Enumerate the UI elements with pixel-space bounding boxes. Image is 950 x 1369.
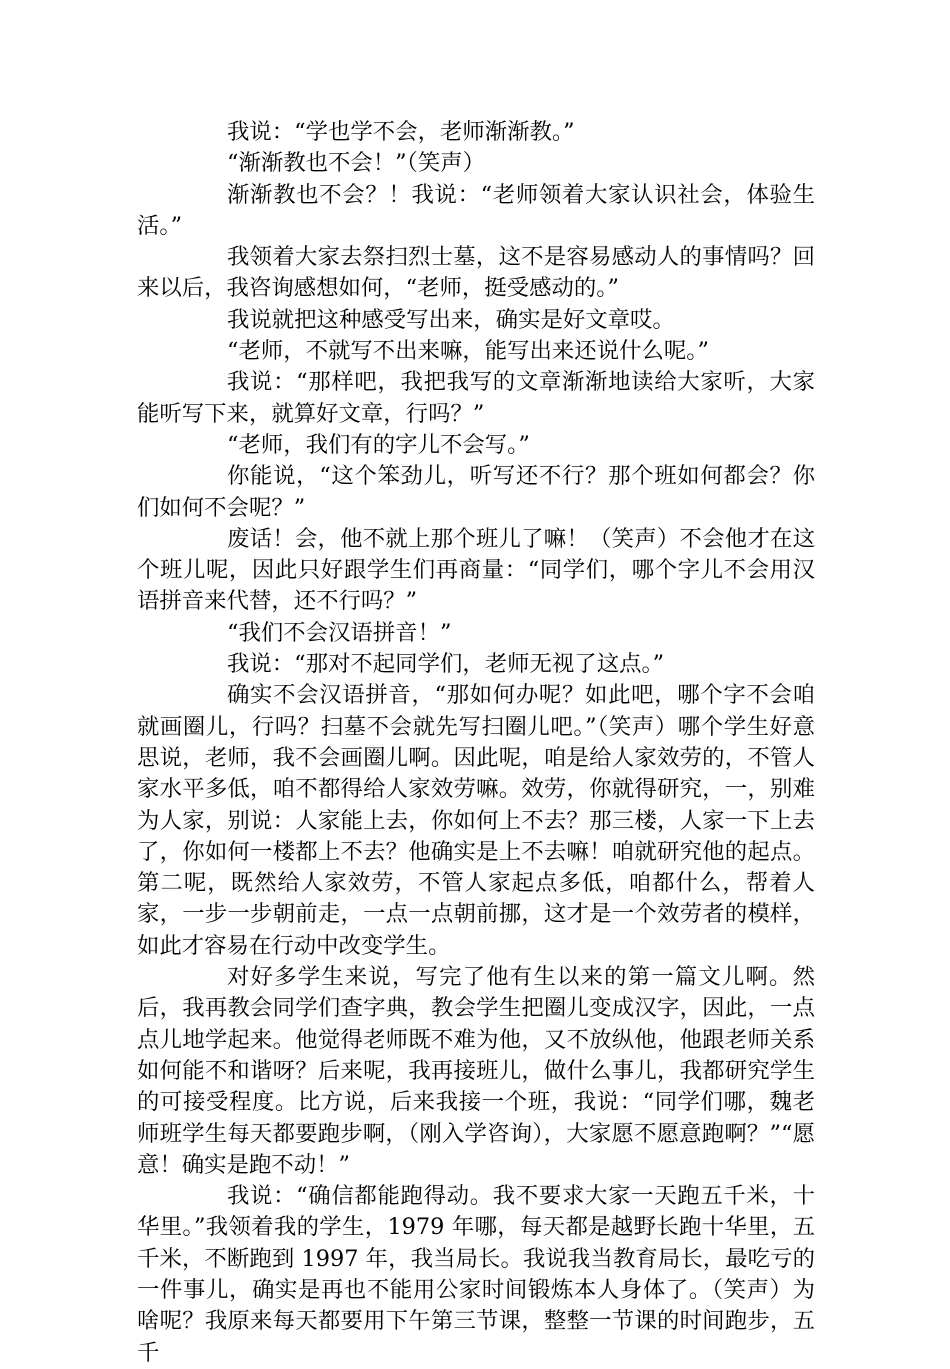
paragraph: 废话！会，他不就上那个班儿了嘛！（笑声）不会他才在这个班儿呢，因此只好跟学生们再商量：“同学们，哪个字儿不会用汉语拼音来代替，还不行吗？” bbox=[137, 525, 815, 615]
paragraph: 你能说，“这个笨劲儿，听写还不行？那个班如何都会？你们如何不会呢？” bbox=[137, 463, 815, 521]
paragraph: 渐渐教也不会？！我说：“老师领着大家认识社会，体验生活。” bbox=[137, 181, 815, 239]
paragraph: 我说：“学也学不会，老师渐渐教。” bbox=[227, 119, 575, 145]
paragraph: 确实不会汉语拼音，“那如何办呢？如此吧，哪个字不会咱就画圈儿，行吗？扫墓不会就先写扫圈儿吧。”（笑声）哪个学生好意思说，老师，我不会画圈儿啊。因此呢，咱是给人家效劳的，不管人家水平多低，咱不都得给人家效劳嘛。效劳，你就得研究，一，别难为人家，别说：人家能上去，你如何上不去？那三楼，人家一下上去了，你如何一楼都上不去？他确实是上不去嘛！咱就研究他的起点。第二呢，既然给人家效劳，不管人家起点多低，咱都什么，帮着人家，一步一步朝前走，一点一点朝前挪，这才是一个效劳者的模样，如此才容易在行动中改变学生。 bbox=[137, 682, 815, 959]
paragraph: “老师，不就写不出来嘛，能写出来还说什么呢。” bbox=[227, 338, 709, 365]
paragraph: 我说：“确信都能跑得动。我不要求大家一天跑五千米，十华里。”我领着我的学生，1979 年哪，每天都是越野长跑十华里，五千米，不断跑到 1997 年，我当局长。我说我当教育局长，最吃亏的一件事儿，确实是再也不能用公家时间锻炼本人身体了。（笑声）为啥呢？我原来每天都要用下午第三节课，整整一节课的时间跑步，五千 bbox=[137, 1183, 815, 1366]
document-body bbox=[137, 117, 815, 1369]
paragraph: “我们不会汉语拼音！” bbox=[227, 619, 452, 646]
paragraph: 我说就把这种感受写出来，确实是好文章哎。 bbox=[227, 306, 675, 333]
paragraph: “老师，我们有的字儿不会写。” bbox=[227, 431, 530, 458]
paragraph: 我领着大家去祭扫烈士墓，这不是容易感动人的事情吗？回来以后，我咨询感想如何，“老师，挺受感动的。” bbox=[137, 244, 815, 302]
paragraph: 对好多学生来说，写完了他有生以来的第一篇文儿啊。然后，我再教会同学们查字典，教会学生把圈儿变成汉字，因此，一点点儿地学起来。他觉得老师既不难为他，又不放纵他，他跟老师关系如何能不和谐呀？后来呢，我再接班儿，做什么事儿，我都研究学生的可接受程度。比方说，后来我接一个班，我说：“同学们哪，魏老师班学生每天都要跑步啊，（刚入学咨询），大家愿不愿意跑啊？”“愿意！确实是跑不动！” bbox=[137, 964, 815, 1178]
paragraph: 我说：“那样吧，我把我写的文章渐渐地读给大家听，大家能听写下来，就算好文章，行吗？” bbox=[137, 369, 815, 427]
paragraph: 我说：“那对不起同学们，老师无视了这点。” bbox=[227, 651, 665, 678]
paragraph: “渐渐教也不会！”（笑声） bbox=[227, 150, 485, 177]
